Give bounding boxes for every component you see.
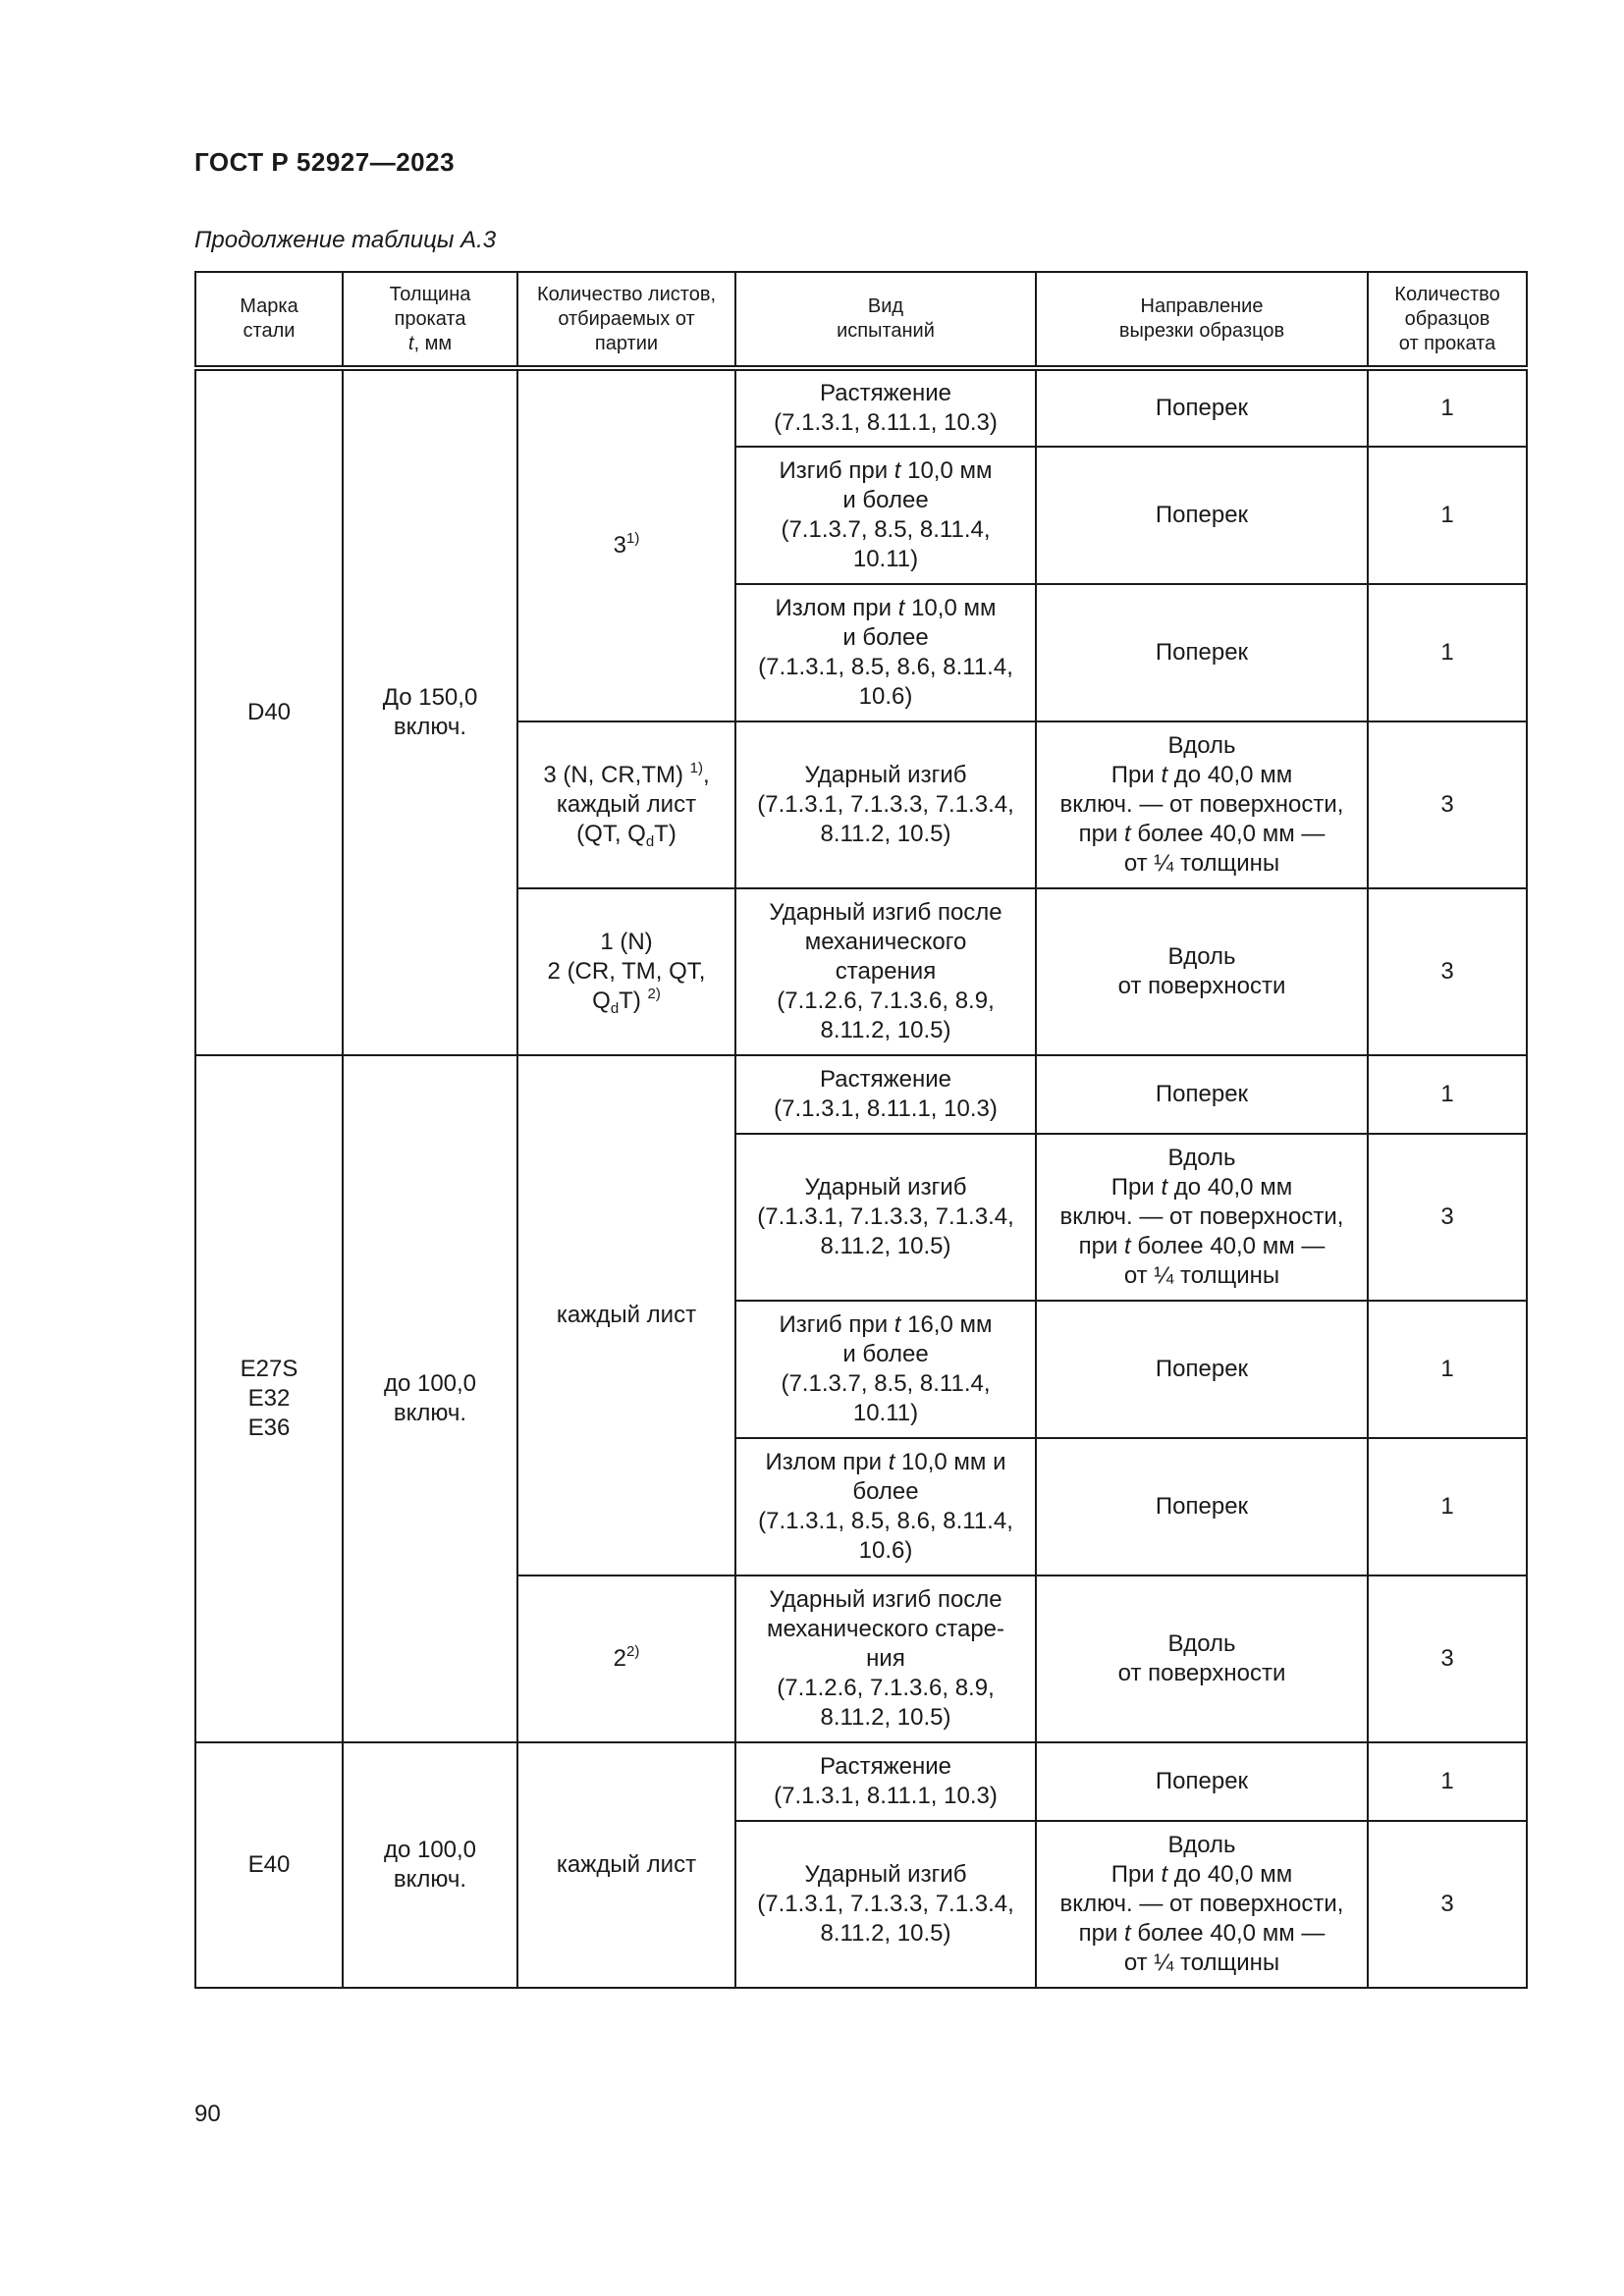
footnote-mark: 1) bbox=[689, 760, 703, 776]
direction-cell: Вдоль от поверхности bbox=[1036, 888, 1368, 1055]
count-cell: 1 bbox=[1368, 1438, 1527, 1575]
count-cell: 3 bbox=[1368, 721, 1527, 888]
document-header: ГОСТ Р 52927—2023 bbox=[194, 147, 456, 177]
qty-cell-e27-2: 2$^{2)}$ bbox=[517, 1575, 735, 1742]
table-row bbox=[195, 368, 1527, 447]
count-cell: 1 bbox=[1368, 584, 1527, 721]
thickness-cell-e27: до 100,0 включ. bbox=[343, 1055, 517, 1742]
test-cell: Ударный изгиб (7.1.3.1, 7.1.3.3, 7.1.3.4, 8.11.2, 10.5) bbox=[735, 1134, 1036, 1301]
col-header-thickness-t: t bbox=[407, 332, 414, 354]
qty-cell-e40: каждый лист bbox=[517, 1742, 735, 1988]
qty-cell-d40-2: 3 (N, CR,TM) $^{1)}$, каждый лист (QT, $Q_dT$) bbox=[517, 721, 735, 888]
col-header-steel-grade: Марка стали bbox=[195, 272, 343, 368]
test-cell: Ударный изгиб (7.1.3.1, 7.1.3.3, 7.1.3.4, 8.11.2, 10.5) bbox=[735, 1821, 1036, 1988]
footnote-mark: 1) bbox=[626, 530, 640, 547]
test-cell: Ударный изгиб после механического старения (7.1.2.6, 7.1.3.6, 8.9, 8.11.2, 10.5) bbox=[735, 888, 1036, 1055]
count-cell: 1 bbox=[1368, 1055, 1527, 1134]
direction-cell: Вдоль При t до 40,0 мм включ. — от поверхности, при t более 40,0 мм — от ¼ толщины bbox=[1036, 1821, 1368, 1988]
direction-cell: Вдоль При t до 40,0 мм включ. — от поверхности, при t более 40,0 мм — от ¼ толщины bbox=[1036, 1134, 1368, 1301]
test-cell: Излом при t 10,0 мм и более (7.1.3.1, 8.5, 8.6, 8.11.4, 10.6) bbox=[735, 584, 1036, 721]
test-cell: Изгиб при t 16,0 мм и более (7.1.3.7, 8.5, 8.11.4, 10.11) bbox=[735, 1301, 1036, 1438]
direction-cell: Поперек bbox=[1036, 368, 1368, 447]
direction-cell: Поперек bbox=[1036, 1438, 1368, 1575]
direction-cell: Поперек bbox=[1036, 447, 1368, 584]
thickness-cell-d40: До 150,0 включ. bbox=[343, 368, 517, 1055]
direction-cell: Вдоль от поверхности bbox=[1036, 1575, 1368, 1742]
count-cell: 3 bbox=[1368, 1821, 1527, 1988]
direction-cell: Вдоль При t до 40,0 мм включ. — от поверхности, при t более 40,0 мм — от ¼ толщины bbox=[1036, 721, 1368, 888]
test-cell: Ударный изгиб после механического старе- ния (7.1.2.6, 7.1.3.6, 8.9, 8.11.2, 10.5) bbox=[735, 1575, 1036, 1742]
table-header-row bbox=[195, 272, 1527, 368]
footnote-mark: 2) bbox=[626, 1643, 640, 1660]
count-cell: 3 bbox=[1368, 888, 1527, 1055]
direction-cell: Поперек bbox=[1036, 584, 1368, 721]
table-row bbox=[195, 1055, 1527, 1134]
table-caption: Продолжение таблицы А.3 bbox=[194, 227, 497, 253]
count-cell: 3 bbox=[1368, 1575, 1527, 1742]
direction-cell: Поперек bbox=[1036, 1301, 1368, 1438]
test-cell: Растяжение (7.1.3.1, 8.11.1, 10.3) bbox=[735, 1055, 1036, 1134]
page-number: 90 bbox=[194, 2101, 221, 2127]
grade-cell-e27: E27S E32 E36 bbox=[195, 1055, 343, 1742]
qty-cell-d40-3: 1 (N) 2 (CR, TM, QT, $Q_dT$) $^{2)}$ bbox=[517, 888, 735, 1055]
specimen-table bbox=[194, 271, 1528, 1989]
qty-cell-e27-1: каждый лист bbox=[517, 1055, 735, 1575]
thickness-cell-e40: до 100,0 включ. bbox=[343, 1742, 517, 1988]
test-cell: Ударный изгиб (7.1.3.1, 7.1.3.3, 7.1.3.4, 8.11.2, 10.5) bbox=[735, 721, 1036, 888]
qty-cell-d40-1: 3$^{1)}$ bbox=[517, 368, 735, 721]
count-cell: 1 bbox=[1368, 368, 1527, 447]
col-header-cut-direction: Направление вырезки образцов bbox=[1036, 272, 1368, 368]
col-header-specimen-count: Количество образцов от проката bbox=[1368, 272, 1527, 368]
direction-cell: Поперек bbox=[1036, 1742, 1368, 1821]
test-cell: Растяжение (7.1.3.1, 8.11.1, 10.3) bbox=[735, 368, 1036, 447]
footnote-mark: 2) bbox=[647, 986, 661, 1002]
count-cell: 1 bbox=[1368, 1742, 1527, 1821]
direction-cell: Поперек bbox=[1036, 1055, 1368, 1134]
test-cell: Растяжение (7.1.3.1, 8.11.1, 10.3) bbox=[735, 1742, 1036, 1821]
grade-cell-d40: D40 bbox=[195, 368, 343, 1055]
col-header-sheet-count: Количество листов, отбираемых от партии bbox=[517, 272, 735, 368]
grade-cell-e40: E40 bbox=[195, 1742, 343, 1988]
table-row bbox=[195, 1742, 1527, 1821]
count-cell: 1 bbox=[1368, 447, 1527, 584]
count-cell: 1 bbox=[1368, 1301, 1527, 1438]
col-header-test-type: Вид испытаний bbox=[735, 272, 1036, 368]
count-cell: 3 bbox=[1368, 1134, 1527, 1301]
test-cell: Излом при t 10,0 мм и более (7.1.3.1, 8.5, 8.6, 8.11.4, 10.6) bbox=[735, 1438, 1036, 1575]
test-cell: Изгиб при t 10,0 мм и более (7.1.3.7, 8.5, 8.11.4, 10.11) bbox=[735, 447, 1036, 584]
col-header-thickness: Толщина проката t, мм bbox=[343, 272, 517, 368]
